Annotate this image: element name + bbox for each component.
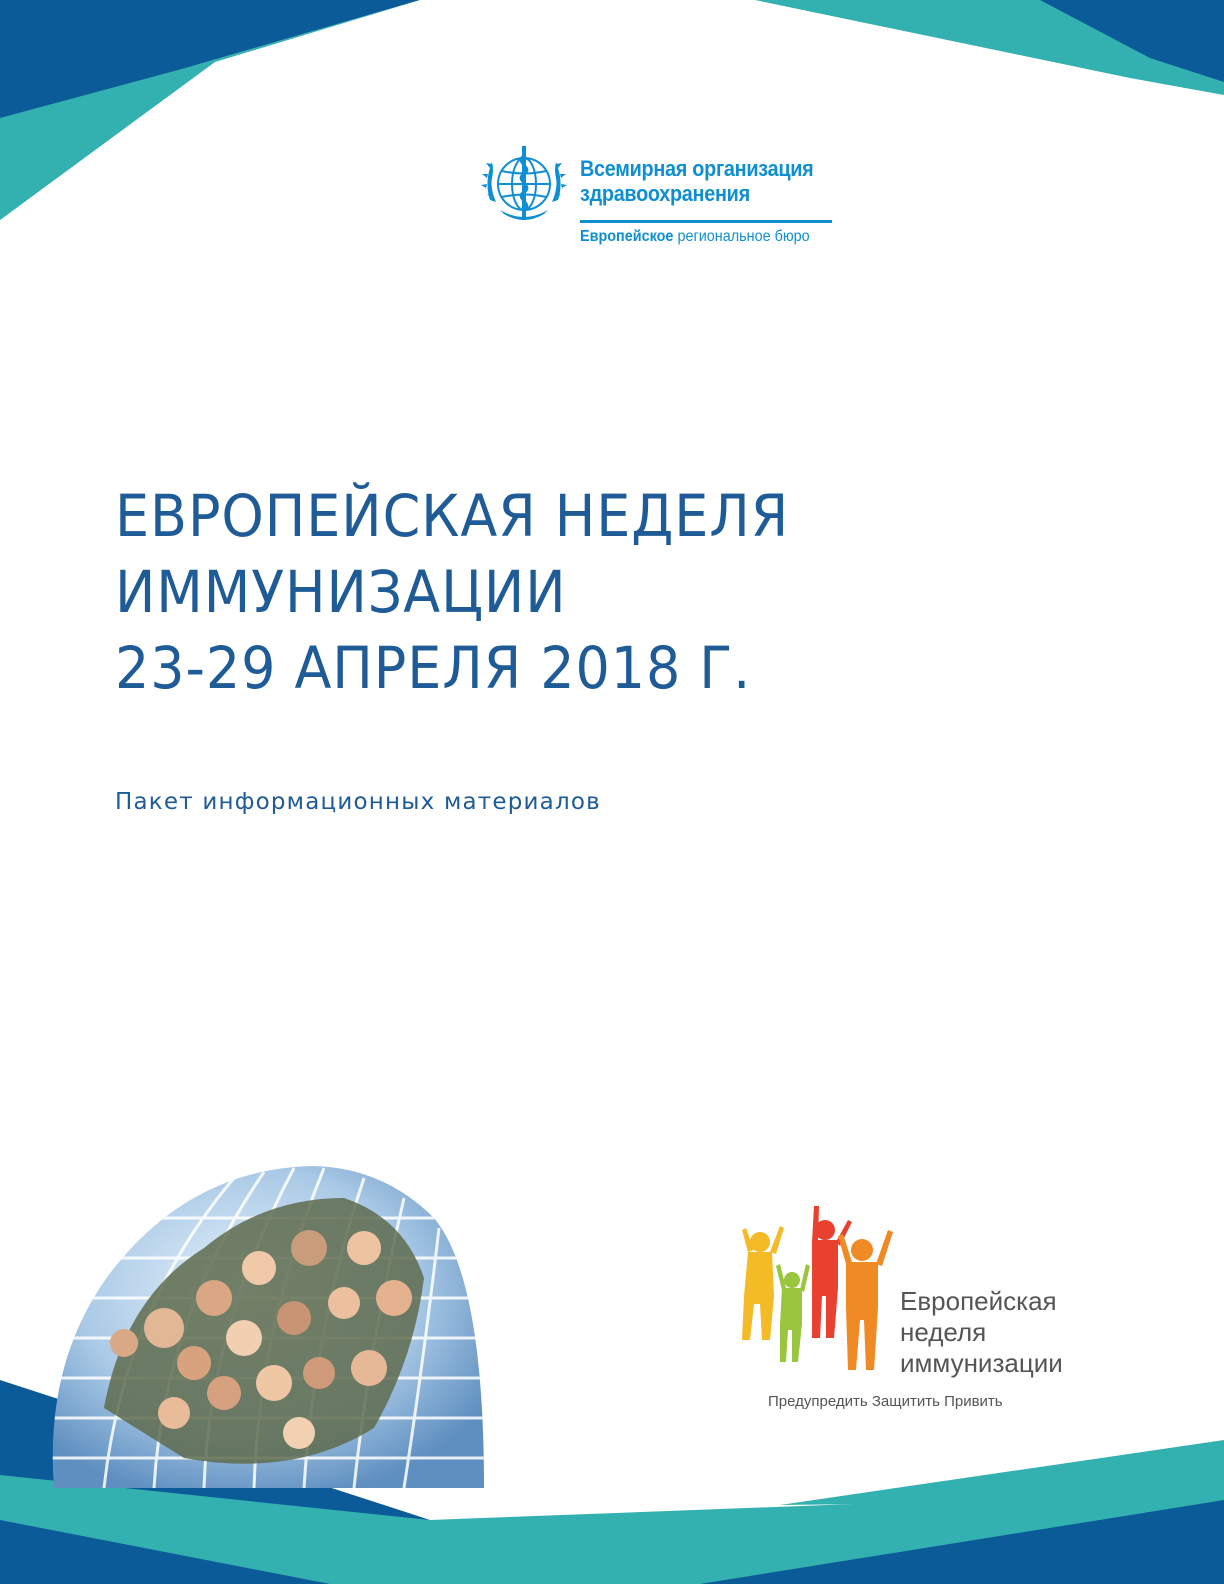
page-subtitle: Пакет информационных материалов bbox=[115, 789, 601, 815]
bottom-right-teal-shape bbox=[780, 1440, 1224, 1505]
evi-line2: неделя bbox=[900, 1317, 987, 1347]
title-line3: 23-29 АПРЕЛЯ 2018 Г. bbox=[115, 634, 752, 702]
page-title bbox=[115, 478, 789, 706]
who-region-light: региональное бюро bbox=[677, 228, 810, 245]
evi-logo bbox=[740, 1200, 1080, 1420]
jumping-children-icon bbox=[740, 1200, 900, 1380]
title-line1: ЕВРОПЕЙСКАЯ НЕДЕЛЯ bbox=[115, 482, 790, 550]
who-organization-name bbox=[580, 156, 813, 206]
globe-photo-mosaic-image bbox=[44, 1158, 484, 1488]
evi-line1: Европейская bbox=[900, 1286, 1057, 1316]
evi-name bbox=[900, 1286, 1063, 1379]
who-name-line1: Всемирная организация bbox=[580, 156, 814, 181]
who-region bbox=[580, 228, 810, 246]
who-divider bbox=[580, 220, 832, 223]
evi-slogan: Предупредить Защитить Привить bbox=[768, 1393, 1003, 1410]
evi-line3: иммунизации bbox=[900, 1348, 1063, 1378]
who-name-line2: здравоохранения bbox=[580, 181, 750, 206]
who-emblem-icon bbox=[478, 140, 570, 232]
title-line2: ИММУНИЗАЦИИ bbox=[115, 558, 567, 626]
who-region-bold: Европейское bbox=[580, 228, 674, 245]
who-logo bbox=[478, 138, 838, 250]
